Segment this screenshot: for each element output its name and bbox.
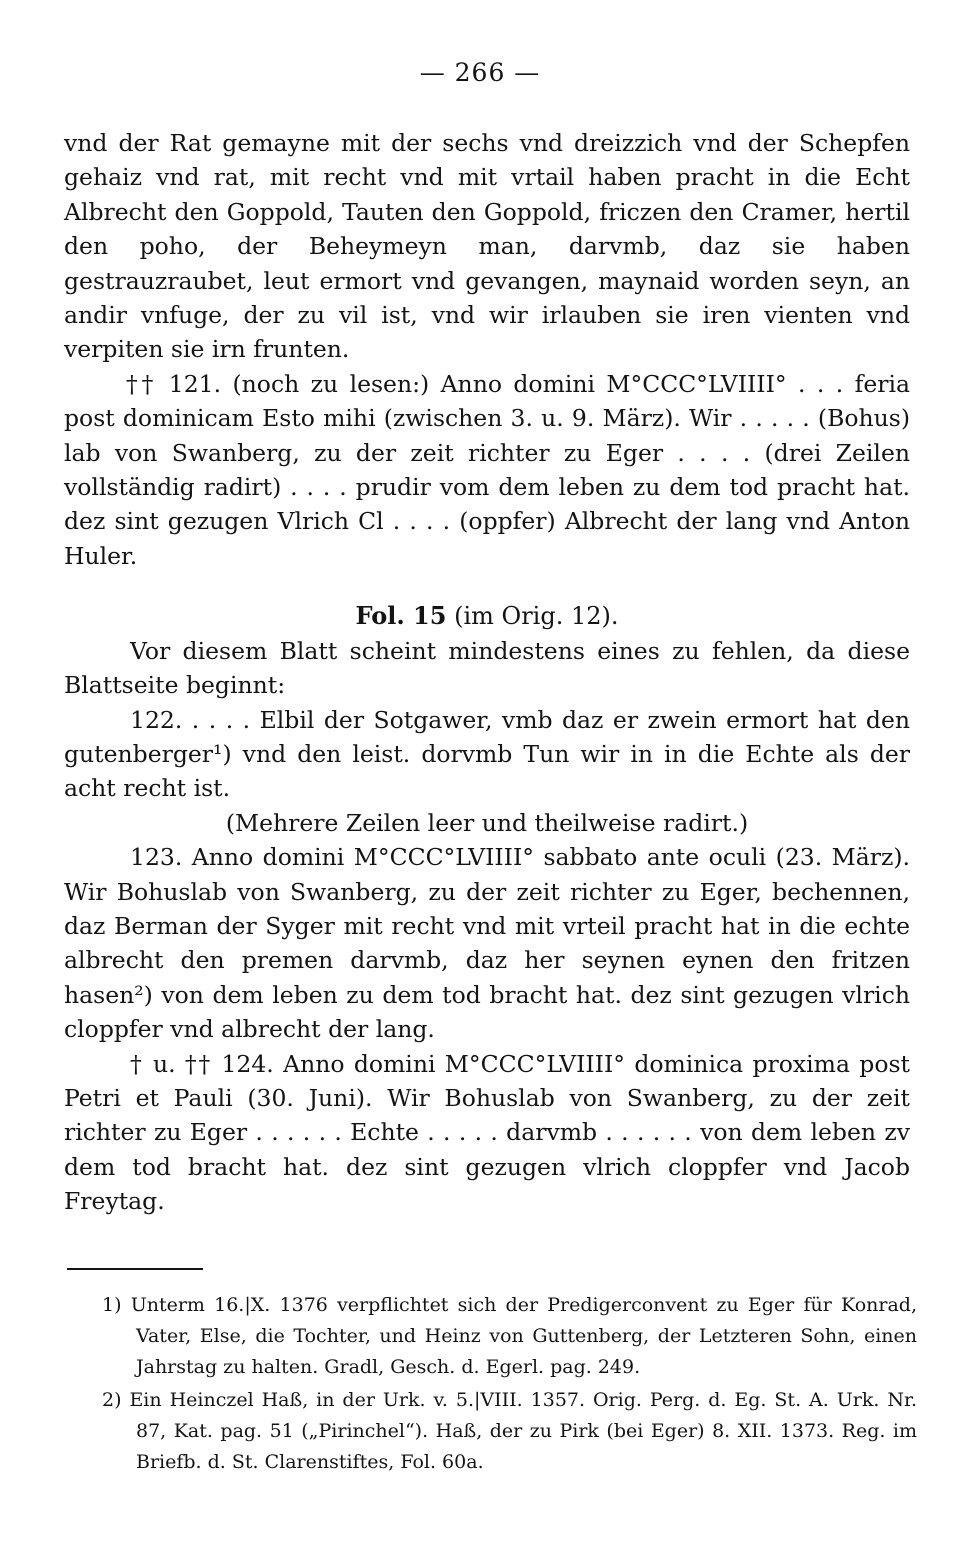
entry-121: †† 121. (noch zu lesen:) Anno domini M°CCC°LVIIII° . . . feria post dominicam Esto mihi (zwischen 3. u. 9. März). Wir . . . . . (Bohus) lab von Swanberg, zu der zeit richter zu Eger . . . . (drei Zeilen vollständig radirt) . . . . prudir vom dem leben zu dem tod pracht hat. dez sint gezugen Vlrich Cl . . . . (oppfer) Albrecht der lang vnd Anton Huler. <box>64 369 910 570</box>
footnote-2: 2) Ein Heinczel Haß, in der Urk. v. 5.|VIII. 1357. Orig. Perg. d. Eg. St. A. Urk. Nr. 87, Kat. pag. 51 („Pirinchel“). Haß, der zu Pirk (bei Eger) 8. XII. 1373. Reg. im Briefb. d. St. Clarenstiftes, Fol. 60a. <box>102 1389 917 1473</box>
paragraph-council-verdict: vnd der Rat gemayne mit der sechs vnd dreizzich vnd der Schepfen gehaiz vnd rat, mit recht vnd mit vrtail haben pracht in die Echt Albrecht den Goppold, Tauten den Goppold, friczen den Cramer, hertil den poho, der Beheymeyn man, darvmb, daz sie haben gestrauzraubet, leut ermort vnd gevangen, maynaid worden seyn, an andir vnfuge, der zu vil ist, vnd wir irlauben sie iren vienten vnd verpiten sie irn frunten. <box>64 129 910 364</box>
page-number: — 266 — <box>419 58 541 87</box>
folio-label: Fol. 15 <box>355 601 447 631</box>
main-text <box>64 126 910 1219</box>
entry-122: 122. . . . . Elbil der Sotgawer, vmb daz er zwein ermort hat den gutenberger¹) vnd den leist. dorvmb Tun wir in in die Echte als der acht recht ist. <box>64 705 910 803</box>
folio-heading <box>64 599 910 633</box>
editor-note-erased: (Mehrere Zeilen leer und theilweise radirt.) <box>225 808 749 837</box>
entry-123: 123. Anno domini M°CCC°LVIIII° sabbato ante oculi (23. März). Wir Bohuslab von Swanberg, zu der zeit richter zu Eger, bechennen, daz Berman der Syger mit recht vnd mit vrteil pracht hat in die echte albrecht den premen darvmb, daz her seynen eynen den fritzen hasen²) von dem leben zu dem tod bracht hat. dez sint gezugen vlrich cloppfer vnd albrecht der lang. <box>64 843 910 1044</box>
footnote-divider <box>67 1268 203 1270</box>
entry-124: † u. †† 124. Anno domini M°CCC°LVIIII° dominica proxima post Petri et Pauli (30. Juni). Wir Bohuslab von Swanberg, zu der zeit richter zu Eger . . . . . . Echte . . . . . darvmb . . . . . . von dem leben zv dem tod bracht hat. dez sint gezugen vlrich cloppfer vnd Jacob Freytag. <box>64 1049 910 1216</box>
editor-note-missing-leaf: Vor diesem Blatt scheint mindestens eines zu fehlen, da diese Blattseite beginnt: <box>64 636 910 700</box>
footnote-1: 1) Unterm 16.|X. 1376 verpflichtet sich der Predigerconvent zu Eger für Konrad, Vater, Else, die Tochter, und Heinz von Guttenberg, der Letzteren Sohn, einen Jahrstag zu halten. Gradl, Gesch. d. Egerl. pag. 249. <box>102 1294 917 1378</box>
folio-note: (im Orig. 12). <box>454 602 619 631</box>
footnotes <box>102 1290 917 1478</box>
